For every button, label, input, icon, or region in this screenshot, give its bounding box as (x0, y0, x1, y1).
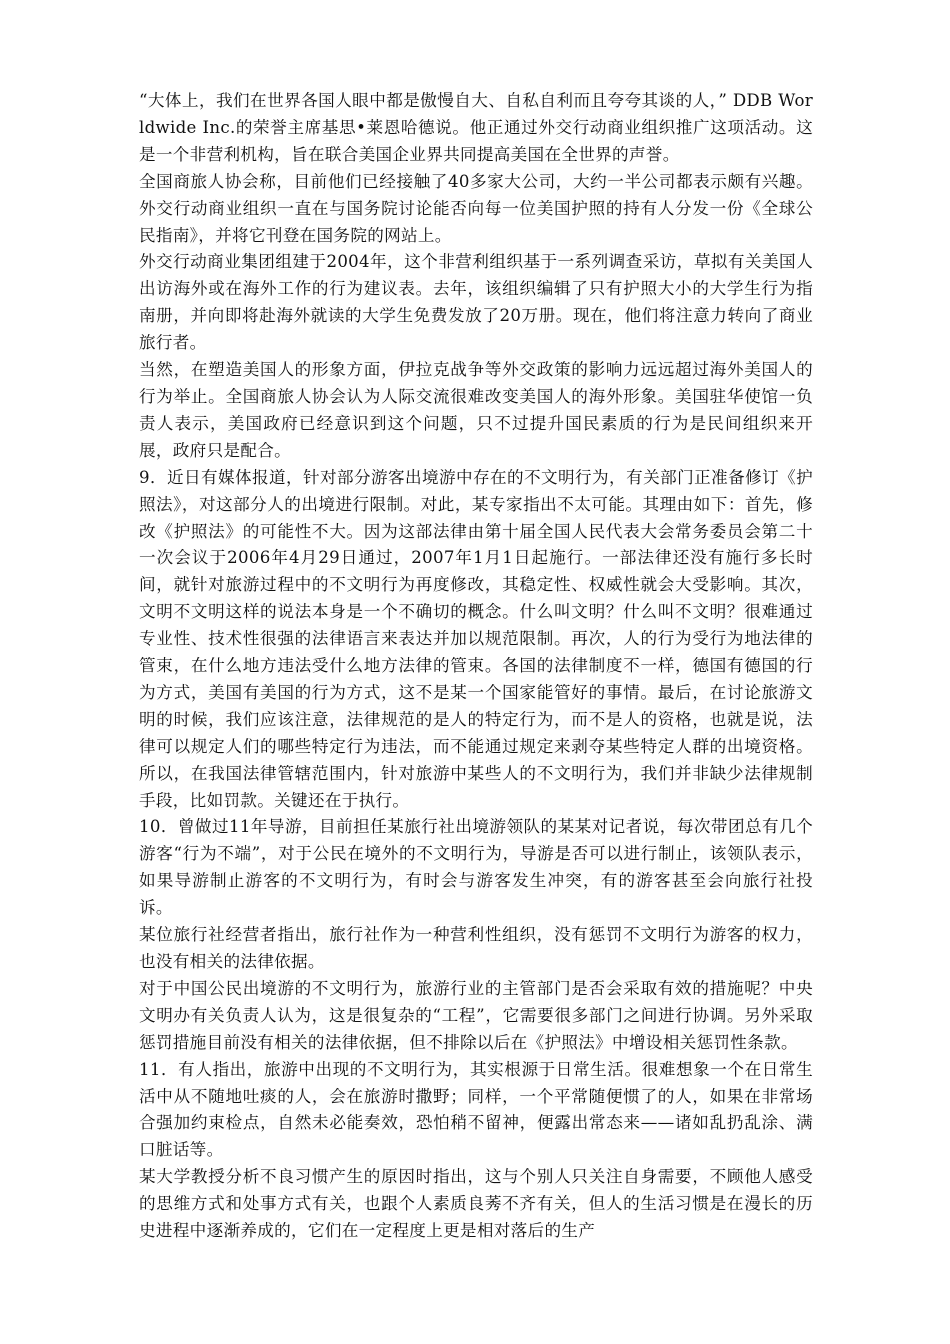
paragraph-ddb-quote: “大体上，我们在世界各国人眼中都是傲慢自大、自私自利而且夸夸其谈的人，” DDB Worldwide Inc.的荣誉主席基思•莱恩哈德说。他正通过外交行动商业组织推广这项活动。这是一个非营利机构，旨在联合美国企业界共同提高美国在全世界的声誉。 (139, 91, 813, 164)
paragraph-business-group-2004: 外交行动商业集团组建于2004年，这个非营利组织基于一系列调查采访，草拟有关美国人出访海外或在海外工作的行为建议表。去年，该组织编辑了只有护照大小的大学生行为指南册，并向即将赴海外就读的大学生免费发放了20万册。现在，他们将注意力转向了商业旅行者。 (139, 252, 813, 353)
paragraph-professor-analysis: 某大学教授分析不良习惯产生的原因时指出，这与个别人只关注自身需要，不顾他人感受的思维方式和处事方式有关，也跟个人素质良莠不齐有关，但人的生活习惯是在漫长的历史进程中逐渐养成的，它们在一定程度上更是相对落后的生产 (139, 1167, 813, 1241)
paragraph-civilization-office: 对于中国公民出境游的不文明行为，旅游行业的主管部门是否会采取有效的措施呢？中央文明办有关负责人认为，这是很复杂的“工程”，它需要很多部门之间进行协调。另外采取惩罚措施目前没有相关的法律依据，但不排除以后在《护照法》中增设相关惩罚性条款。 (139, 978, 813, 1052)
document-page (139, 88, 813, 1245)
paragraph-travel-agency-operator: 某位旅行社经营者指出，旅行社作为一种营利性组织，没有惩罚不文明行为游客的权力，也没有相关的法律依据。 (139, 925, 813, 971)
paragraph-us-image: 当然，在塑造美国人的形象方面，伊拉克战争等外交政策的影响力远远超过海外美国人的行为举止。全国商旅人协会认为人际交流很难改变美国人的海外形象。美国驻华使馆一负责人表示，美国政府已经意识到这个问题，只不过提升国民素质的行为是民间组织来开展，政府只是配合。 (139, 360, 813, 460)
paragraph-business-travel-association: 全国商旅人协会称，目前他们已经接触了40多家大公司，大约一半公司都表示颇有兴趣。外交行动商业组织一直在与国务院讨论能否向每一位美国护照的持有人分发一份《全球公民指南》，并将它刊登在国务院的网站上。 (139, 171, 813, 245)
paragraph-item-11-daily-life: 11．有人指出，旅游中出现的不文明行为，其实根源于日常生活。很难想象一个在日常生活中从不随地吐痰的人，会在旅游时撒野；同样，一个平常随便惯了的人，如果在非常场合强加约束检点，自然未必能奏效，恐怕稍不留神，便露出常态来——诸如乱扔乱涂、满口脏话等。 (139, 1059, 813, 1160)
paragraph-item-9-passport-law: 9．近日有媒体报道，针对部分游客出境游中存在的不文明行为，有关部门正准备修订《护照法》，对这部分人的出境进行限制。对此，某专家指出不太可能。其理由如下：首先，修改《护照法》的可能性不大。因为这部法律由第十届全国人民代表大会常务委员会第二十一次会议于2006年4月29日通过，2007年1月1日起施行。一部法律还没有施行多长时间，就针对旅游过程中的不文明行为再度修改，其稳定性、权威性就会大受影响。其次，文明不文明这样的说法本身是一个不确切的概念。什么叫文明？什么叫不文明？很难通过专业性、技术性很强的法律语言来表达并加以规范限制。再次，人的行为受行为地法律的管束，在什么地方违法受什么地方法律的管束。各国的法律制度不一样，德国有德国的行为方式，美国有美国的行为方式，这不是某一个国家能管好的事情。最后，在讨论旅游文明的时候，我们应该注意，法律规范的是人的特定行为，而不是人的资格，也就是说，法律可以规定人们的哪些特定行为违法，而不能通过规定来剥夺某些特定人群的出境资格。所以，在我国法律管辖范围内，针对旅游中某些人的不文明行为，我们并非缺少法律规制手段，比如罚款。关键还在于执行。 (139, 467, 813, 810)
paragraph-item-10-tour-guide: 10．曾做过11年导游，目前担任某旅行社出境游领队的某某对记者说，每次带团总有几个游客“行为不端”，对于公民在境外的不文明行为，导游是否可以进行制止，该领队表示，如果导游制止游客的不文明行为，有时会与游客发生冲突，有的游客甚至会向旅行社投诉。 (139, 817, 813, 918)
